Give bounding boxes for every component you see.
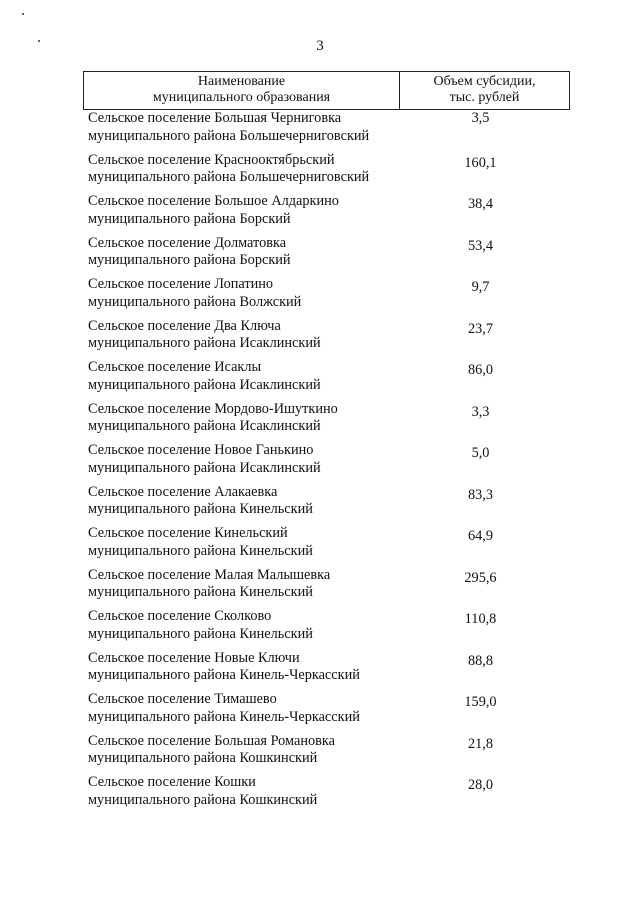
settlement-line: Сельское поселение Кошки — [88, 774, 256, 790]
header-subsidy-line1: Объем субсидии, — [433, 74, 536, 89]
municipality-name-cell — [83, 276, 399, 318]
municipality-name-cell — [83, 235, 399, 277]
municipality-name-cell — [83, 774, 399, 816]
settlement-line: Сельское поселение Лопатино — [88, 276, 274, 292]
settlement-line: Сельское поселение Кинельский — [88, 525, 288, 541]
settlement-line: Сельское поселение Большое Алдаркино — [88, 193, 339, 209]
subsidy-value-cell: 88,8 — [467, 652, 494, 669]
subsidy-value-cell: 53,4 — [467, 237, 494, 254]
table-row — [83, 235, 570, 277]
municipality-name-cell — [83, 691, 399, 733]
table-row — [83, 608, 570, 650]
table-row — [83, 691, 570, 733]
table-row — [83, 359, 570, 401]
subsidy-value-cell: 3,3 — [471, 403, 490, 420]
district-line: муниципального района Кинель-Черкасский — [88, 667, 360, 683]
district-line: муниципального района Большечерниговский — [88, 127, 370, 144]
municipality-name-cell — [83, 318, 399, 360]
settlement-line: Сельское поселение Мордово-Ишуткино — [88, 400, 338, 417]
table-row — [83, 152, 570, 194]
settlement-line: Сельское поселение Краснооктябрьский — [88, 151, 335, 168]
subsidy-value-cell: 21,8 — [467, 735, 494, 752]
district-line: муниципального района Кинельский — [88, 542, 313, 559]
district-line: муниципального района Большечерниговский — [88, 169, 370, 185]
settlement-line: Сельское поселение Большая Романовка — [88, 732, 335, 749]
district-line: муниципального района Кинельский — [88, 625, 313, 642]
settlement-line: Сельское поселение Исаклы — [88, 359, 262, 375]
municipality-name-cell — [83, 733, 399, 775]
table-row — [83, 110, 570, 152]
header-municipality — [84, 72, 400, 109]
settlement-line: Сельское поселение Алакаевка — [88, 483, 278, 500]
table-row — [83, 650, 570, 692]
table-row — [83, 193, 570, 235]
subsidy-value-cell: 23,7 — [467, 320, 494, 337]
header-municipality-line2: муниципального образования — [152, 90, 331, 105]
district-line: муниципального района Исаклинский — [88, 418, 321, 434]
settlement-line: Сельское поселение Новые Ключи — [88, 649, 300, 666]
table-row — [83, 774, 570, 816]
table-row — [83, 733, 570, 775]
table-row — [83, 442, 570, 484]
subsidy-value-cell: 159,0 — [464, 694, 497, 710]
subsidy-value-cell: 38,4 — [467, 196, 494, 212]
header-subsidy-line2: тыс. рублей — [449, 90, 520, 105]
subsidy-value-cell: 9,7 — [471, 279, 490, 295]
subsidy-value-cell: 160,1 — [464, 154, 497, 171]
municipality-name-cell — [83, 650, 399, 692]
header-municipality-line1: Наименование — [197, 74, 286, 89]
table-row — [83, 525, 570, 567]
municipality-name-cell — [83, 152, 399, 194]
settlement-line: Сельское поселение Сколково — [88, 608, 272, 624]
settlement-line: Сельское поселение Новое Ганькино — [88, 442, 314, 458]
subsidy-table — [83, 71, 570, 816]
page-number: 3 — [316, 38, 324, 54]
district-line: муниципального района Кинельский — [88, 501, 313, 517]
subsidy-value-cell: 86,0 — [467, 362, 494, 378]
municipality-name-cell — [83, 484, 399, 526]
scan-speck — [22, 13, 24, 15]
settlement-line: Сельское поселение Тимашево — [88, 691, 277, 707]
municipality-name-cell — [83, 442, 399, 484]
district-line: муниципального района Кошкинский — [88, 791, 318, 808]
municipality-name-cell — [83, 193, 399, 235]
district-line: муниципального района Исаклинский — [88, 335, 321, 351]
district-line: муниципального района Кошкинский — [88, 750, 318, 766]
subsidy-value-cell: 295,6 — [464, 569, 497, 586]
subsidy-value-cell: 83,3 — [467, 486, 494, 503]
settlement-line: Сельское поселение Долматовка — [88, 234, 287, 251]
municipality-name-cell — [83, 567, 399, 609]
table-row — [83, 276, 570, 318]
district-line: муниципального района Борский — [88, 252, 291, 268]
municipality-name-cell — [83, 110, 399, 152]
table-row — [83, 318, 570, 360]
district-line: муниципального района Исаклинский — [88, 459, 321, 476]
municipality-name-cell — [83, 525, 399, 567]
district-line: муниципального района Кинель-Черкасский — [88, 708, 360, 725]
district-line: муниципального района Борский — [88, 210, 291, 227]
subsidy-value-cell: 64,9 — [467, 528, 494, 544]
header-subsidy — [400, 72, 569, 109]
subsidy-value-cell: 110,8 — [464, 611, 497, 627]
table-row — [83, 567, 570, 609]
municipality-name-cell — [83, 401, 399, 443]
subsidy-value-cell: 28,0 — [467, 777, 494, 793]
settlement-line: Сельское поселение Малая Малышевка — [88, 566, 331, 583]
table-row — [83, 401, 570, 443]
district-line: муниципального района Кинельский — [88, 584, 313, 600]
subsidy-value-cell: 3,5 — [471, 110, 490, 126]
table-body — [83, 110, 570, 816]
table-header — [83, 71, 570, 110]
district-line: муниципального района Исаклинский — [88, 376, 321, 393]
subsidy-value-cell: 5,0 — [471, 445, 490, 461]
district-line: муниципального района Волжский — [88, 293, 302, 310]
table-row — [83, 484, 570, 526]
settlement-line: Сельское поселение Большая Черниговка — [88, 110, 342, 126]
municipality-name-cell — [83, 608, 399, 650]
municipality-name-cell — [83, 359, 399, 401]
settlement-line: Сельское поселение Два Ключа — [88, 317, 281, 334]
